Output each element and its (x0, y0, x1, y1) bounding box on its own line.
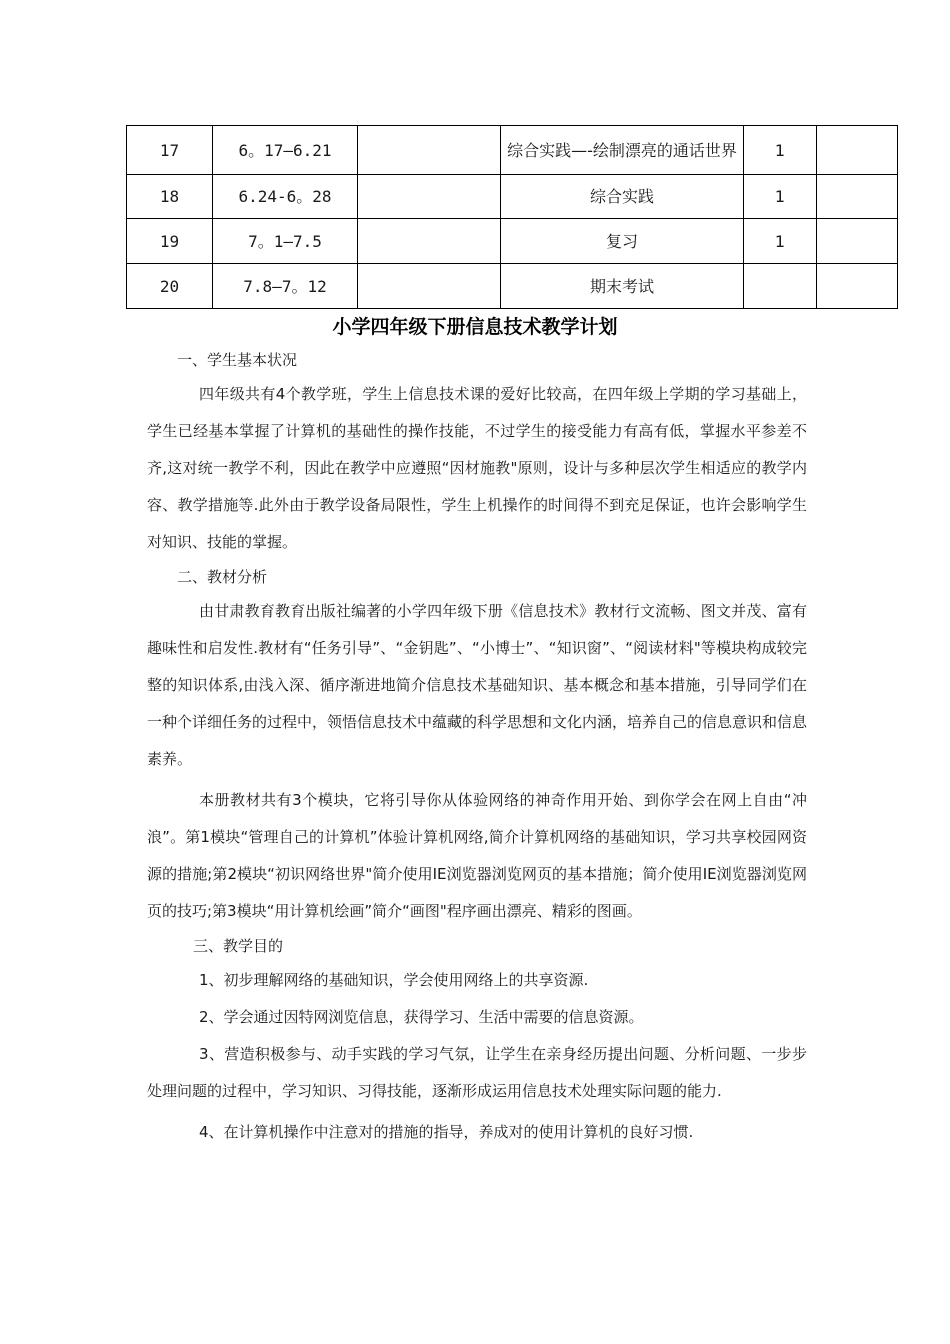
section-heading: 一、学生基本状况 (177, 351, 298, 369)
blank-cell (358, 264, 501, 309)
document-body (147, 344, 807, 1151)
content-cell: 综合实践 (501, 175, 744, 219)
hours-cell (744, 264, 817, 309)
hours-cell: 1 (744, 219, 817, 264)
document-title: 小学四年级下册信息技术教学计划 (332, 316, 618, 338)
list-item: 2、学会通过因特网浏览信息，获得学习、生活中需要的信息资源。 (199, 1008, 644, 1026)
content-cell: 期末考试 (501, 264, 744, 309)
content-cell: 综合实践—-绘制漂亮的通话世界 (501, 126, 744, 175)
hours-cell: 1 (744, 126, 817, 175)
paragraph: 四年级共有4个教学班，学生上信息技术课的爱好比较高，在四年级上学期的学习基础上，学生已经基本掌握了计算机的基础性的操作技能，不过学生的接受能力有高有低，掌握水平参差不齐,这对统一教学不利，因此在教学中应遵照“因材施教"原则，设计与多种层次学生相适应的教学内容、教学措施等.此外由于教学设备局限性，学生上机操作的时间得不到充足保证，也许会影响学生对知识、技能的掌握。 (147, 385, 807, 551)
dates-cell: 6。17—6.21 (213, 126, 358, 175)
paragraph: 由甘肃教育教育出版社编著的小学四年级下册《信息技术》教材行文流畅、图文并茂、富有趣味性和启发性.教材有“任务引导”、“金钥匙”、“小博士”、“知识窗”、“阅读材料"等模块构成较完整的知识体系,由浅入深、循序渐进地简介信息技术基础知识、基本概念和基本措施，引导同学们在一种个详细任务的过程中，领悟信息技术中蕴藏的科学思想和文化内涵，培养自己的信息意识和信息素养。 (147, 602, 808, 768)
note-cell (817, 175, 898, 219)
week-cell: 20 (127, 264, 213, 309)
dates-cell: 7。1—7.5 (213, 219, 358, 264)
table-row (127, 264, 898, 309)
blank-cell (358, 175, 501, 219)
week-cell: 19 (127, 219, 213, 264)
section-heading: 三、教学目的 (193, 937, 284, 955)
dates-cell: 6.24-6。28 (213, 175, 358, 219)
section-heading: 二、教材分析 (177, 568, 268, 586)
week-cell: 18 (127, 175, 213, 219)
list-item: 4、在计算机操作中注意对的措施的指导，养成对的使用计算机的良好习惯. (199, 1123, 694, 1141)
note-cell (817, 264, 898, 309)
table-row (127, 219, 898, 264)
list-item: 3、营造积极参与、动手实践的学习气氛，让学生在亲身经历提出问题、分析问题、一步步处理问题的过程中，学习知识、习得技能，逐渐形成运用信息技术处理实际问题的能力. (147, 1045, 807, 1100)
note-cell (817, 219, 898, 264)
note-cell (817, 126, 898, 175)
dates-cell: 7.8—7。12 (213, 264, 358, 309)
table-row (127, 175, 898, 219)
list-item: 1、初步理解网络的基础知识，学会使用网络上的共享资源. (199, 971, 589, 989)
content-cell: 复习 (501, 219, 744, 264)
schedule-table (126, 125, 898, 309)
table-row (127, 126, 898, 175)
paragraph: 本册教材共有3个模块，它将引导你从体验网络的神奇作用开始、到你学会在网上自由“冲浪”。第1模块“管理自己的计算机”体验计算机网络,简介计算机网络的基础知识，学习共享校园网资源的措施;第2模块“初识网络世界"简介使用IE浏览器浏览网页的基本措施；简介使用IE浏览器浏览网页的技巧;第3模块“用计算机绘画”简介“画图"程序画出漂亮、精彩的图画。 (147, 791, 807, 920)
blank-cell (358, 126, 501, 175)
blank-cell (358, 219, 501, 264)
week-cell: 17 (127, 126, 213, 175)
hours-cell: 1 (744, 175, 817, 219)
